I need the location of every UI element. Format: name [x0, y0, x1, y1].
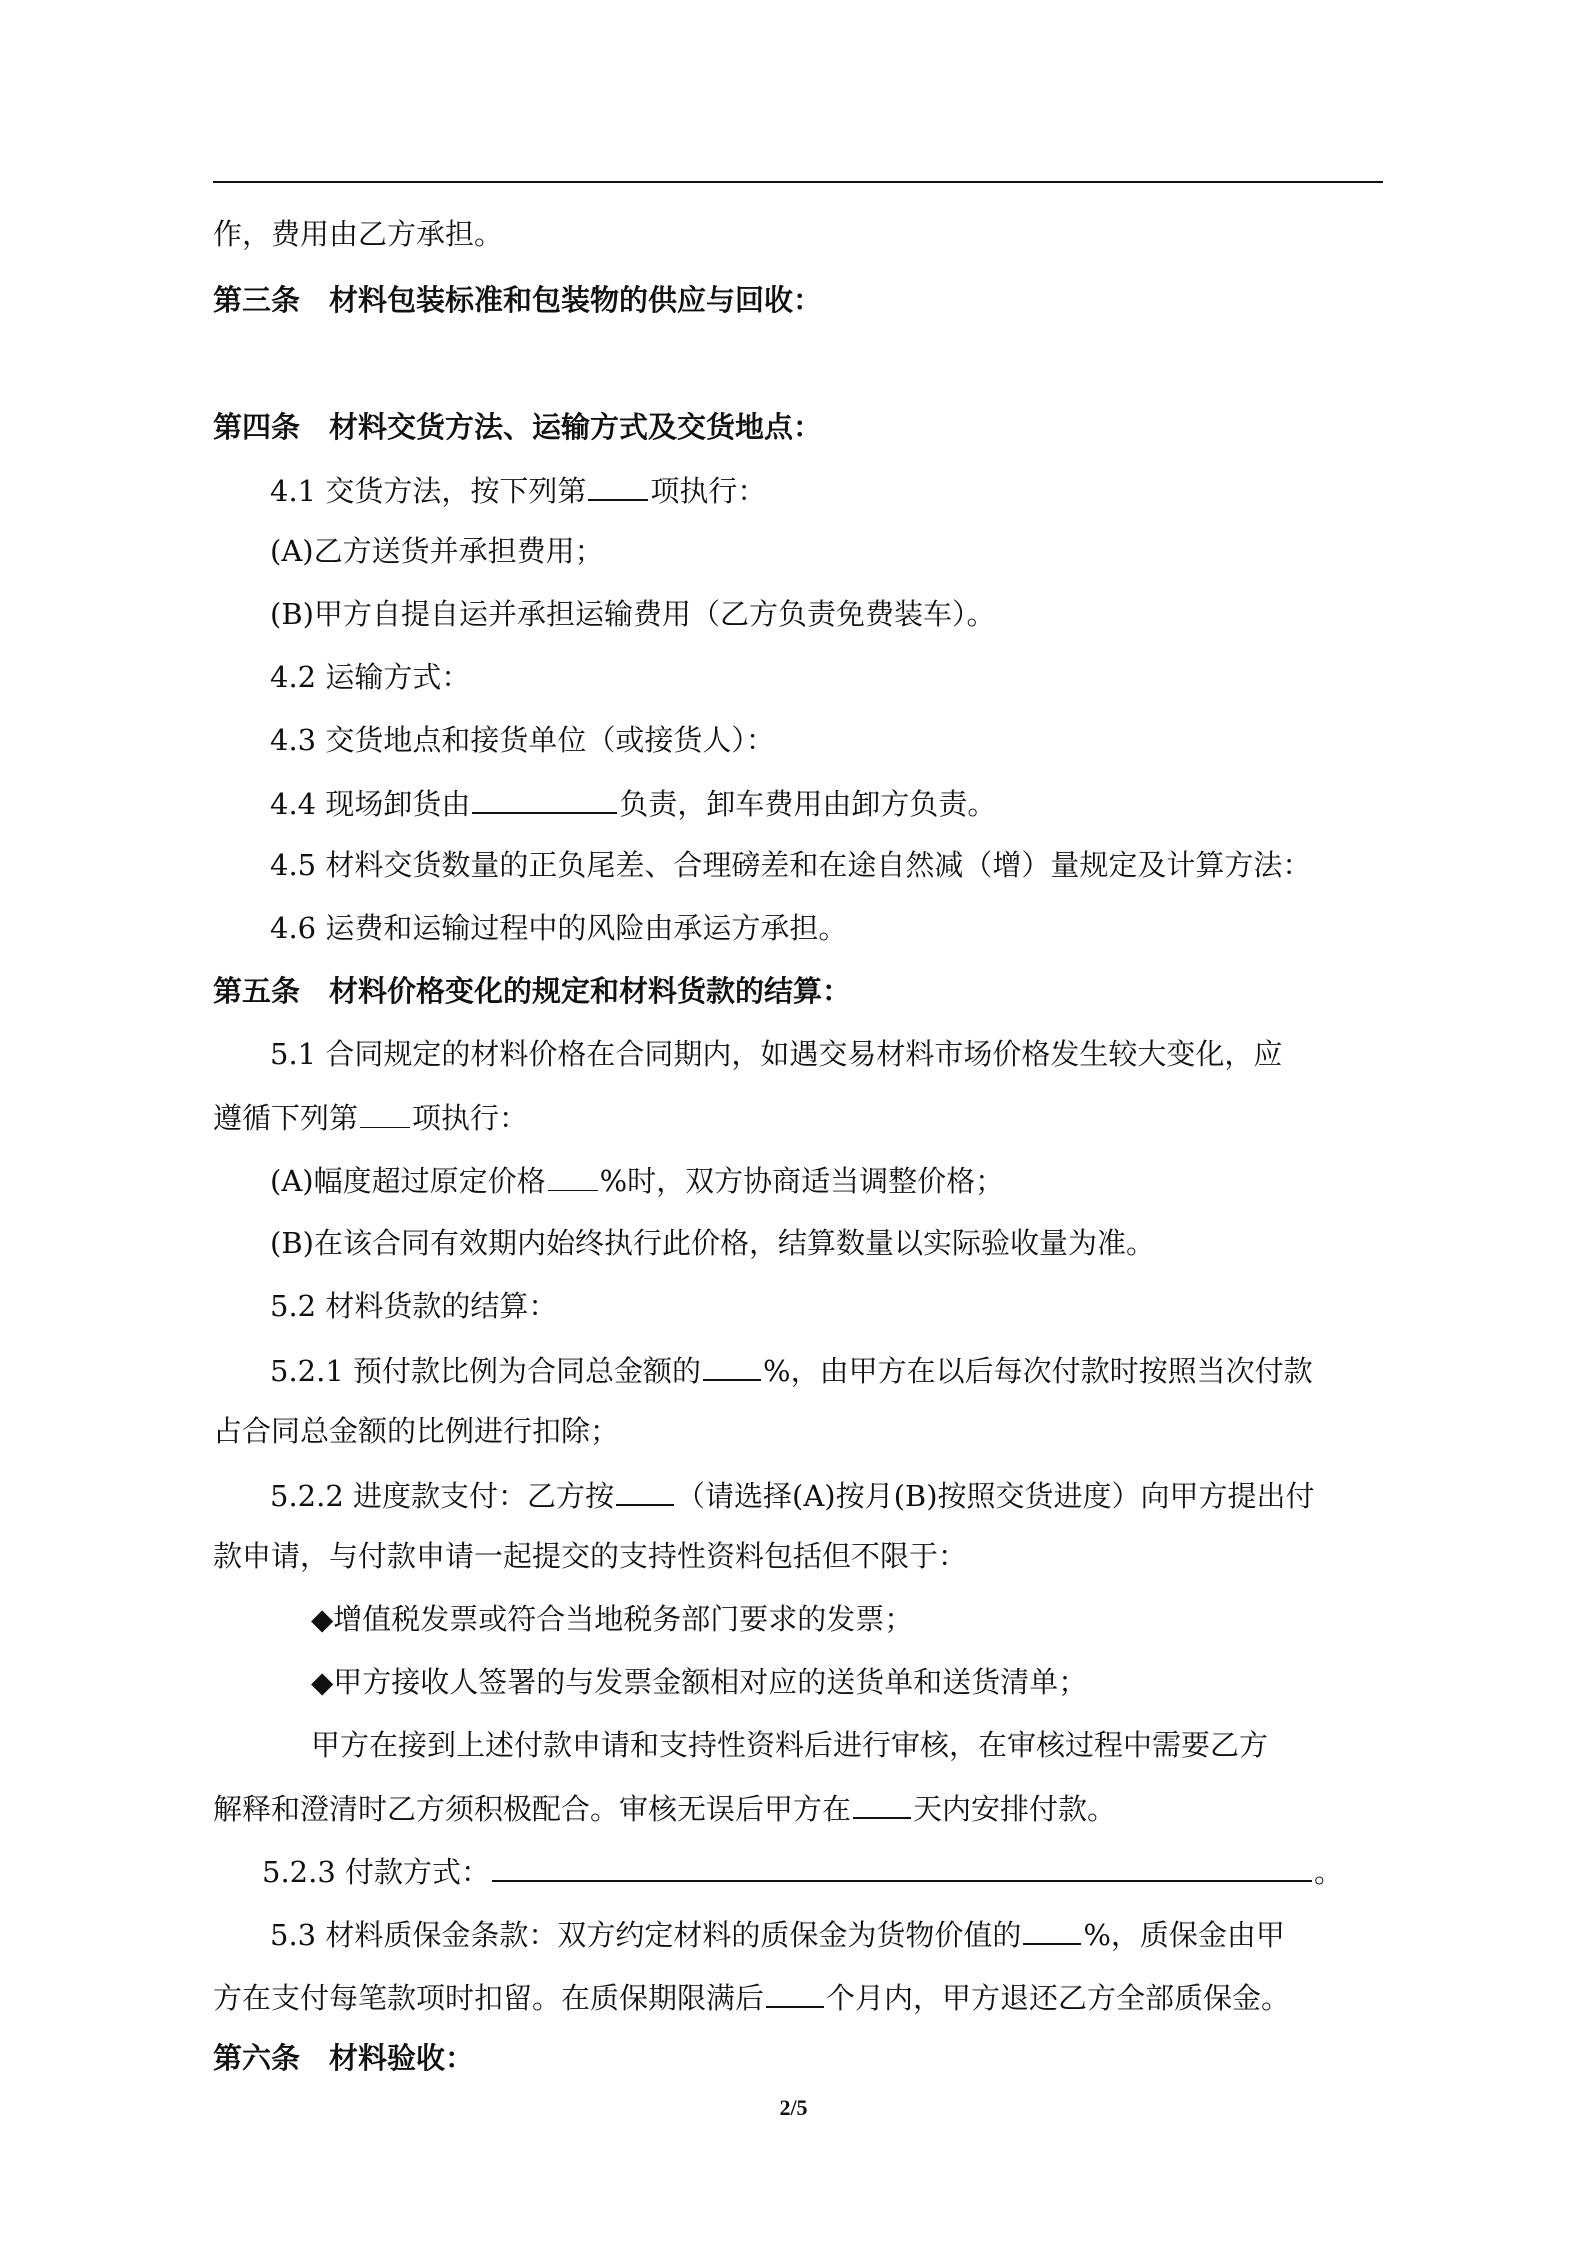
blank-field[interactable] — [766, 1976, 824, 2008]
clause-text: 5.2.2 进度款支付：乙方按 — [270, 1479, 615, 1513]
blank-field[interactable] — [548, 1160, 598, 1191]
option-5-1-b: (B)在该合同有效期内始终执行此价格，结算数量以实际验收量为准。 — [270, 1226, 1155, 1260]
header-rule — [213, 181, 1383, 183]
blank-field[interactable] — [853, 1787, 911, 1819]
article-5-heading: 第五条 材料价格变化的规定和材料货款的结算： — [213, 974, 852, 1008]
clause-text: 4.1 交货方法，按下列第 — [270, 474, 587, 508]
clause-4-6: 4.6 运费和运输过程中的风险由承运方承担。 — [270, 911, 848, 945]
clause-text: 个月内，甲方退还乙方全部质保金。 — [826, 1981, 1291, 2015]
page-number: 2/5 — [779, 2095, 808, 2120]
clause-text: （请选择(A)按月(B)按照交货进度）向甲方提出付 — [676, 1479, 1315, 1513]
clause-text: %，由甲方在以后每次付款时按照当次付款 — [763, 1354, 1313, 1388]
clause-5-2-1 — [270, 1349, 1313, 1391]
article-4-heading: 第四条 材料交货方法、运输方式及交货地点： — [213, 410, 823, 444]
clause-5-1-cont — [213, 1097, 528, 1138]
clause-text: 5.3 材料质保金条款：双方约定材料的质保金为货物价值的 — [270, 1918, 1022, 1952]
clause-4-3: 4.3 交货地点和接货单位（或接货人）： — [270, 723, 775, 757]
blank-field[interactable] — [616, 1474, 674, 1506]
clause-5-2-1-cont: 占合同总金额的比例进行扣除； — [213, 1414, 620, 1448]
clause-text: 解释和澄清时乙方须积极配合。审核无误后甲方在 — [213, 1792, 852, 1826]
clause-text: 项执行： — [412, 1101, 529, 1135]
option-4-1-b: (B)甲方自提自运并承担运输费用（乙方负责免费装车）。 — [270, 597, 996, 631]
clause-5-3-cont — [213, 1976, 1290, 2018]
clause-4-1 — [270, 469, 766, 511]
clause-5-1: 5.1 合同规定的材料价格在合同期内，如遇交易材料市场价格发生较大变化，应 — [270, 1037, 1283, 1071]
option-4-1-a: (A)乙方送货并承担费用； — [270, 534, 604, 568]
clause-text: 天内安排付款。 — [913, 1792, 1117, 1826]
clause-text: 方在支付每笔款项时扣留。在质保期限满后 — [213, 1981, 765, 2015]
blank-field[interactable] — [1023, 1913, 1081, 1945]
clause-5-3 — [270, 1913, 1285, 1955]
option-5-1-a — [270, 1160, 1004, 1201]
blank-field[interactable] — [703, 1349, 761, 1381]
clause-text: 5.2.3 付款方式： — [262, 1855, 491, 1889]
bullet-item: ◆甲方接收人签署的与发票金额相对应的送货单和送货清单； — [311, 1665, 1088, 1699]
clause-4-4 — [270, 782, 996, 824]
clause-text: 遵循下列第 — [213, 1101, 359, 1135]
blank-field[interactable] — [588, 469, 648, 501]
blank-field[interactable] — [360, 1097, 410, 1128]
bullet-item: ◆增值税发票或符合当地税务部门要求的发票； — [311, 1602, 914, 1636]
article-6-heading: 第六条 材料验收： — [213, 2041, 475, 2075]
clause-4-5: 4.5 材料交货数量的正负尾差、合理磅差和在途自然减（增）量规定及计算方法： — [270, 848, 1312, 882]
clause-text: %时，双方协商适当调整价格； — [599, 1164, 1005, 1198]
clause-text: 负责，卸车费用由卸方负责。 — [619, 787, 997, 821]
clause-text: %，质保金由甲 — [1083, 1918, 1285, 1952]
payment-method-field[interactable] — [492, 1850, 1312, 1882]
clause-5-2-2 — [270, 1474, 1315, 1516]
clause-text: 。 — [1314, 1855, 1344, 1889]
clause-5-2-3 — [262, 1850, 1343, 1892]
blank-field[interactable] — [472, 782, 617, 814]
clause-text: 5.2.1 预付款比例为合同总金额的 — [270, 1354, 702, 1388]
clause-5-2-2-cont: 款申请，与付款申请一起提交的支持性资料包括但不限于： — [213, 1539, 968, 1573]
clause-5-2: 5.2 材料货款的结算： — [270, 1289, 558, 1323]
clause-text: 4.4 现场卸货由 — [270, 787, 471, 821]
clause-4-2: 4.2 运输方式： — [270, 660, 471, 694]
article-3-heading: 第三条 材料包装标准和包装物的供应与回收： — [213, 283, 823, 317]
clause-text: 项执行： — [650, 474, 767, 508]
review-paragraph-cont — [213, 1787, 1116, 1829]
clause-text: (A)幅度超过原定价格 — [270, 1164, 546, 1198]
text-line: 作，费用由乙方承担。 — [213, 217, 504, 251]
review-paragraph: 甲方在接到上述付款申请和支持性资料后进行审核，在审核过程中需要乙方 — [311, 1728, 1269, 1762]
